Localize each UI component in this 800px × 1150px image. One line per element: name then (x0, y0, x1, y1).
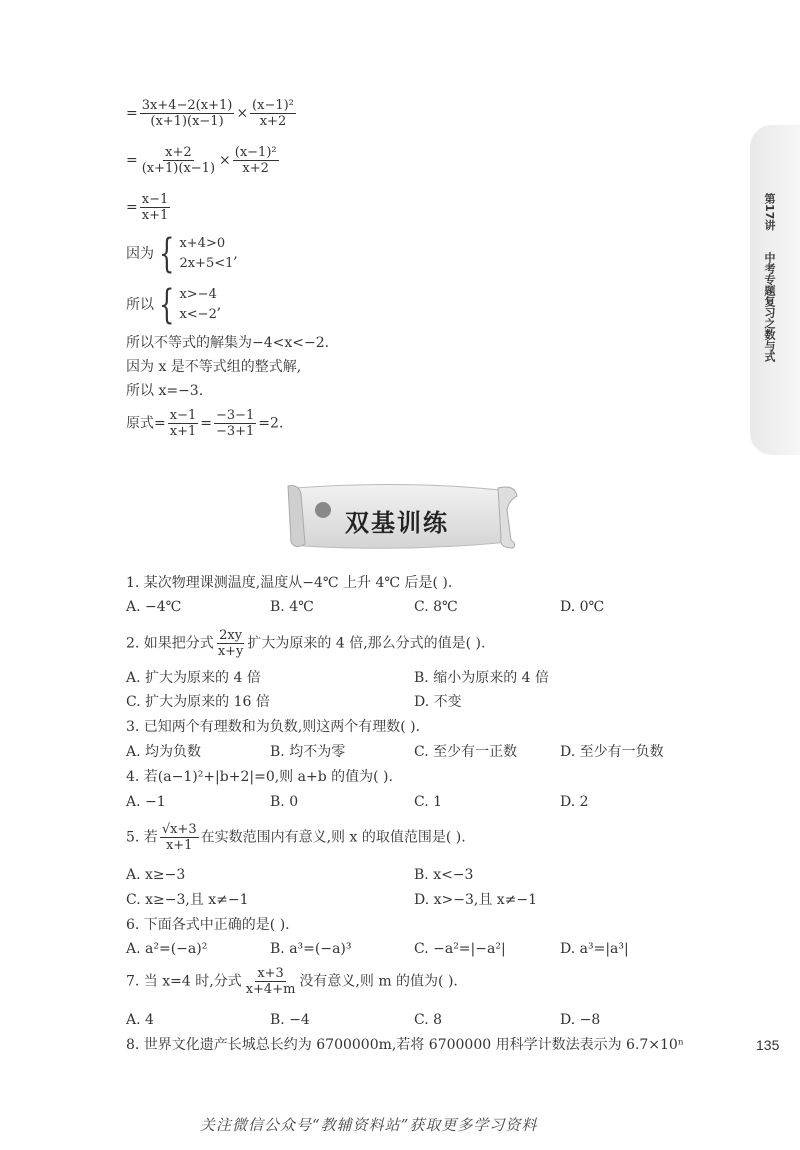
original-result: =2. (258, 415, 284, 432)
fraction-numerator: 3x+4−2(x+1) (141, 98, 233, 113)
integer-solution-line: 因为 x 是不等式组的整式解, (126, 359, 302, 375)
option-a: A. 均为负数 (126, 744, 202, 760)
stem-prefix: 7. 当 x=4 时,分式 (126, 973, 242, 990)
brace-icon: { (159, 231, 175, 277)
option-a: A. 4 (126, 1012, 154, 1028)
solution-line-2: = $\frac{x+2}{(x+1)(x-1)}$ × $\frac{\text{(x−1)²}}{x+2}$ (126, 145, 277, 176)
stem-suffix: 扩大为原来的 4 倍,那么分式的值是( ). (247, 635, 486, 652)
inequality-row: x>−4 (179, 287, 217, 302)
question-1-stem: 1. 某次物理课测温度,温度从−4℃ 上升 4℃ 后是( ). (126, 575, 453, 591)
option-d: D. 不变 (414, 694, 462, 710)
fraction-denominator: −3+1 (215, 424, 255, 439)
chapter-lecture-label: 第17讲 (763, 193, 776, 231)
stem-prefix: 5. 若 (126, 829, 158, 846)
question-4-stem: 4. 若(a−1)²+|b+2|=0,则 a+b 的值为( ). (126, 769, 393, 785)
fraction-denominator: x+2 (259, 114, 287, 129)
fraction-denominator: x+4+m (245, 982, 296, 997)
fraction-denominator: x+1 (169, 424, 197, 439)
option-c: C. 至少有一正数 (414, 744, 518, 760)
option-d: D. x>−3,且 x≠−1 (414, 892, 538, 908)
fraction-numerator: √x+3 (161, 822, 197, 837)
option-b: B. 缩小为原来的 4 倍 (414, 670, 549, 686)
option-d: D. −8 (560, 1012, 601, 1028)
fraction-denominator: x+1 (165, 838, 193, 853)
option-b: B. a³=(−a)³ (270, 941, 352, 957)
option-b: B. −4 (270, 1012, 310, 1028)
inequality-row: 2x+5<1 (179, 256, 234, 271)
original-label: 原式= (126, 415, 166, 432)
option-c: C. 扩大为原来的 16 倍 (126, 694, 270, 710)
because-label: 因为 (126, 246, 154, 262)
option-b: B. 0 (270, 794, 299, 810)
chapter-topic-label: 中考专题复习之数与式 (763, 252, 776, 362)
fraction-denominator: x+y (217, 644, 244, 659)
option-a: A. a²=(−a)² (126, 941, 208, 957)
fraction-denominator: (x+1)(x−1) (150, 114, 224, 129)
option-a: A. −4℃ (126, 599, 182, 615)
option-c: C. 8 (414, 1012, 443, 1028)
option-c: C. 8℃ (414, 599, 458, 615)
fraction-numerator: (x−1)² (234, 145, 277, 160)
so-label: 所以 (126, 297, 154, 313)
option-d: D. 至少有一负数 (560, 744, 664, 760)
fraction-numerator: x−1 (141, 192, 169, 207)
solution-set-line: 所以不等式的解集为−4<x<−2. (126, 335, 330, 351)
fraction-numerator: −3−1 (215, 408, 255, 423)
fraction-denominator: x+2 (242, 161, 269, 176)
question-5-stem (126, 822, 466, 853)
option-d: D. 2 (560, 794, 589, 810)
question-6-stem: 6. 下面各式中正确的是( ). (126, 917, 290, 933)
question-7-stem (126, 966, 458, 997)
inequality-row: x<−2 (179, 307, 217, 322)
option-b: B. 均不为零 (270, 744, 346, 760)
stem-suffix: 在实数范围内有意义,则 x 的取值范围是( ). (200, 829, 466, 846)
option-a: A. 扩大为原来的 4 倍 (126, 670, 261, 686)
option-c: C. x≥−3,且 x≠−1 (126, 892, 249, 908)
option-a: A. −1 (126, 794, 166, 810)
original-expression-line: 原式= $\frac{x-1}{x+1}$ = $\frac{-3-1}{-3+1}$ =2. (126, 408, 284, 439)
option-d: D. a³=|a³| (560, 941, 629, 957)
option-c: C. 1 (414, 794, 443, 810)
fraction-numerator: x−1 (169, 408, 197, 423)
option-b: B. x<−3 (414, 867, 474, 883)
question-8-stem: 8. 世界文化遗产长城总长约为 6700000m,若将 6700000 用科学计数法表示为 6.7×10ⁿ (126, 1037, 684, 1053)
page-number: 135 (756, 1037, 780, 1053)
question-2-stem (126, 628, 485, 659)
banner-title: 双基训练 (345, 509, 449, 537)
stem-prefix: 2. 如果把分式 (126, 635, 214, 652)
fraction-denominator: (x+1)(x−1) (141, 161, 216, 176)
fraction-numerator: x+3 (257, 966, 284, 981)
so-system: 所以 { x>−4 x<−2 , (126, 282, 222, 328)
option-c: C. −a²=|−a²| (414, 941, 506, 957)
fraction-denominator: x+1 (141, 208, 169, 223)
option-a: A. x≥−3 (126, 867, 186, 883)
fraction-numerator: x+2 (165, 145, 192, 160)
stem-suffix: 没有意义,则 m 的值为( ). (299, 973, 458, 990)
solution-line-1: = $\frac{3x+4-2(x+1)}{(x+1)(x-1)}$ × $\frac{\text{(x−1)²}}{x+2}$ (126, 98, 294, 129)
inequality-row: x+4>0 (179, 236, 226, 251)
option-b: B. 4℃ (270, 599, 314, 615)
fraction-numerator: (x−1)² (252, 98, 294, 113)
footer-note: 关注微信公众号“教辅资料站”获取更多学习资料 (200, 1116, 538, 1134)
because-system: 因为 { x+4>0 2x+5<1 , (126, 231, 238, 277)
brace-icon: { (159, 282, 175, 328)
solution-line-3: = $\frac{x-1}{x+1}$ (126, 192, 169, 223)
fraction-numerator: 2xy (219, 628, 243, 643)
question-3-stem: 3. 已知两个有理数和为负数,则这两个有理数( ). (126, 719, 421, 735)
option-d: D. 0℃ (560, 599, 605, 615)
x-value-line: 所以 x=−3. (126, 383, 204, 399)
